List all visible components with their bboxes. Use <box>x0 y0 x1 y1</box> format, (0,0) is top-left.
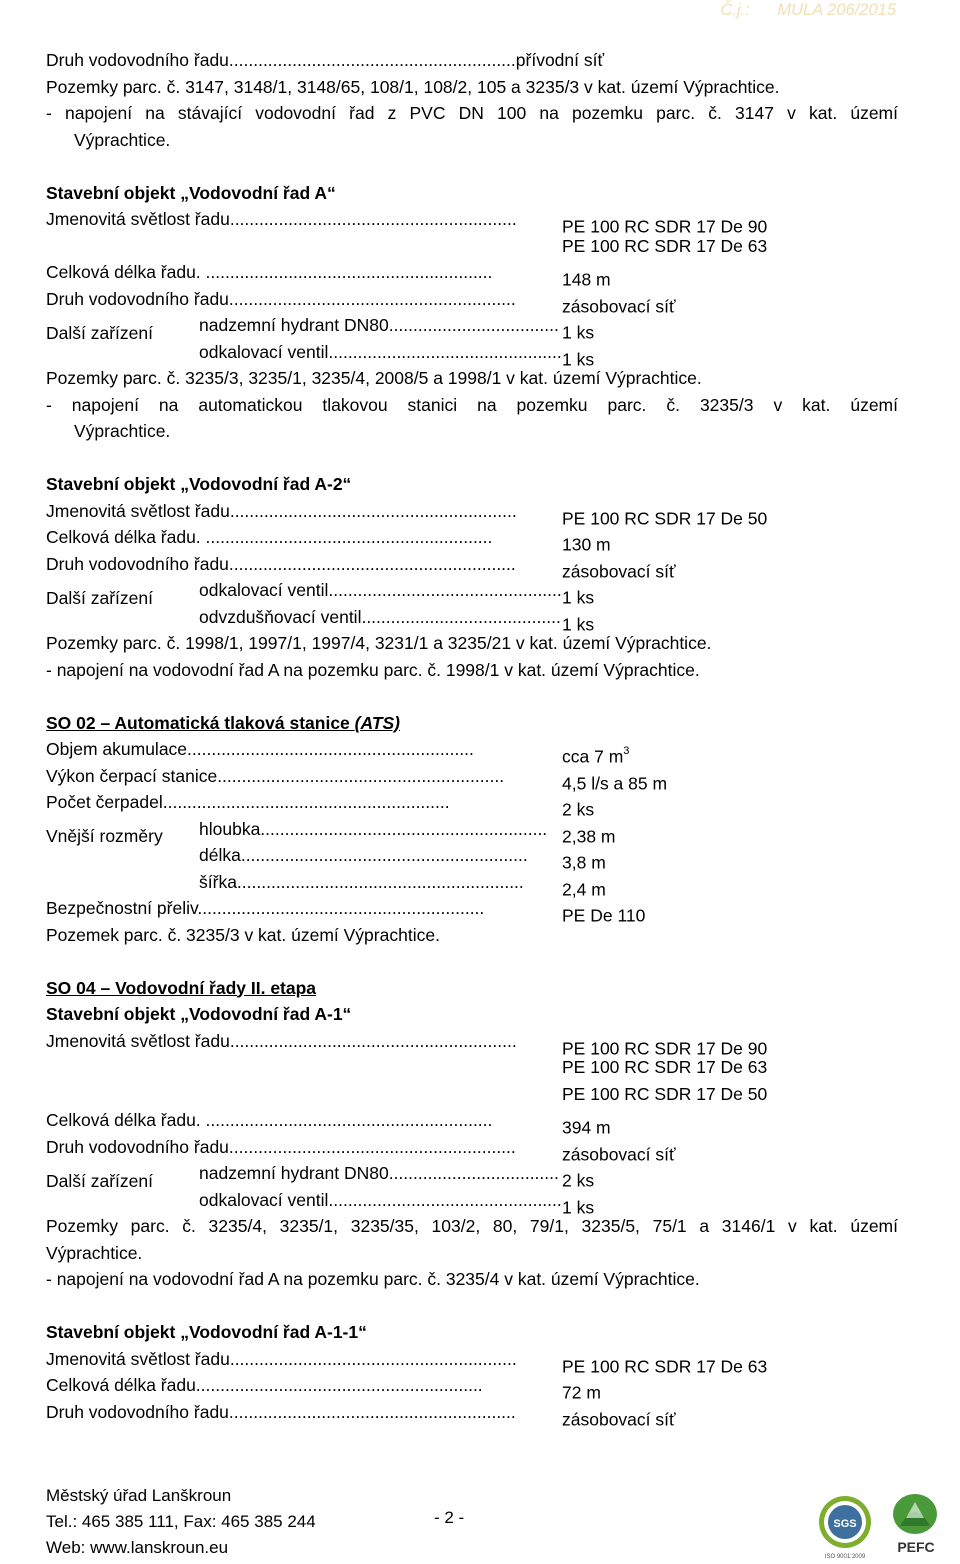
spec-row: Výkon čerpací stanice........................................................... 4,5 l/s a 85 m <box>46 765 668 793</box>
spec-row: PE 100 RC SDR 17 De 63 <box>562 235 768 256</box>
section-heading: SO 02 – Automatická tlaková stanice (ATS) <box>46 712 401 733</box>
spec-row: Druh vodovodního řadu........................................................... zásobovací síť <box>46 1401 676 1429</box>
spec-row: šířka........................................................... 2,4 m <box>199 871 606 899</box>
spec-row: Další zařízení nadzemní hydrant DN80................................... 2 ks <box>46 1163 595 1191</box>
spec-row: Celková délka řadu. ........................................................... 394 m <box>46 1110 611 1138</box>
text-line: - napojení na stávající vodovodní řad z PVC DN 100 na pozemku parc. č. 3147 v kat. území <box>46 103 898 123</box>
text-line: Výprachtice. <box>74 129 171 150</box>
text-line: - napojení na vodovodní řad A na pozemku parc. č. 3235/4 v kat. území Výprachtice. <box>46 1269 700 1289</box>
text-line: Výprachtice. <box>46 1242 143 1263</box>
document-body <box>46 47 898 1429</box>
text-line: Pozemky parc. č. 3235/4, 3235/1, 3235/35, 103/2, 80, 79/1, 3235/5, 75/1 a 3146/1 v kat. území <box>46 1216 898 1236</box>
footer-office: Městský úřad Lanškroun <box>46 1486 232 1505</box>
page-footer <box>46 1486 926 1562</box>
reference-number: Č.j.: MULA 206/2015 <box>720 1 896 19</box>
spec-row: Další zařízení nadzemní hydrant DN80................................... 1 ks <box>46 315 595 343</box>
footer-phone: Tel.: 465 385 111, Fax: 465 385 244 <box>46 1512 316 1531</box>
footer-web: Web: www.lanskroun.eu <box>46 1538 229 1557</box>
text-line: Pozemky parc. č. 3147, 3148/1, 3148/65, 108/1, 108/2, 105 a 3235/3 v kat. území Výprachtice. <box>46 76 780 97</box>
spec-row: odkalovací ventil................................................1 ks <box>199 341 595 369</box>
spec-row: Celková délka řadu. ........................................................... 148 m <box>46 262 611 290</box>
svg-text:PEFC: PEFC <box>897 1539 935 1555</box>
spec-row: Celková délka řadu........................................................... 72 m <box>46 1375 601 1403</box>
spec-row: Počet čerpadel........................................................... 2 ks <box>46 792 595 820</box>
spec-row: Vnější rozměry hloubka........................................................... 2,38 m <box>46 818 616 846</box>
text-line: Pozemky parc. č. 1998/1, 1997/1, 1997/4, 3231/1 a 3235/21 v kat. území Výprachtice. <box>46 633 712 653</box>
text-line: Druh vodovodního řadu...........................................................přívodní síť <box>46 50 605 70</box>
spec-row: Další zařízení odkalovací ventil................................................1 ks <box>46 580 595 608</box>
svg-text:SGS: SGS <box>833 1518 857 1530</box>
spec-row: PE 100 RC SDR 17 De 63 <box>562 1057 768 1077</box>
spec-row: Jmenovitá světlost řadu........................................................... PE 100 RC SDR 17 De 90 <box>46 1030 768 1058</box>
text-line: - napojení na vodovodní řad A na pozemku parc. č. 1998/1 v kat. území Výprachtice. <box>46 659 700 680</box>
spec-row: PE 100 RC SDR 17 De 50 <box>562 1083 768 1104</box>
text-line: Výprachtice. <box>74 421 171 441</box>
spec-row: Druh vodovodního řadu........................................................... zásobovací síť <box>46 288 676 316</box>
spec-row: Bezpečnostní přeliv........................................................... PE De 110 <box>46 898 646 926</box>
spec-row: Celková délka řadu. ........................................................... 130 m <box>46 527 611 555</box>
pefc-logo <box>893 1494 937 1555</box>
spec-row: odvzdušňovací ventil.........................................1 ks <box>199 606 595 634</box>
iso-sgs-logo <box>819 1496 871 1560</box>
section-heading: SO 04 – Vodovodní řady II. etapa <box>46 977 317 998</box>
spec-row: Jmenovitá světlost řadu........................................................... PE 100 RC SDR 17 De 50 <box>46 500 768 528</box>
spec-row: Jmenovitá světlost řadu........................................................... PE 100 RC SDR 17 De 63 <box>46 1348 768 1376</box>
page-number: - 2 - <box>434 1508 465 1527</box>
text-line: - napojení na automatickou tlakovou stanici na pozemku parc. č. 3235/3 v kat. území <box>46 394 898 415</box>
spec-row: Druh vodovodního řadu........................................................... zásobovací síť <box>46 553 676 581</box>
section-heading: Stavební objekt „Vodovodní řad A-1“ <box>46 1004 352 1024</box>
section-heading: Stavební objekt „Vodovodní řad A-2“ <box>46 474 352 494</box>
spec-row: odkalovací ventil................................................1 ks <box>199 1189 595 1217</box>
svg-text:ISO 9001:2009: ISO 9001:2009 <box>824 1554 866 1560</box>
spec-row: Druh vodovodního řadu........................................................... zásobovací síť <box>46 1136 676 1164</box>
spec-row: Objem akumulace........................................................... cca 7 $m^3$ <box>46 739 630 767</box>
spec-row: délka........................................................... 3,8 m <box>199 845 606 873</box>
certification-logos <box>800 1488 950 1560</box>
text-line: Pozemek parc. č. 3235/3 v kat. území Výprachtice. <box>46 924 440 945</box>
section-heading: Stavební objekt „Vodovodní řad A“ <box>46 182 336 203</box>
spec-row: Jmenovitá světlost řadu........................................................... PE 100 RC SDR 17 De 90 <box>46 209 768 237</box>
text-line: Pozemky parc. č. 3235/3, 3235/1, 3235/4, 2008/5 a 1998/1 v kat. území Výprachtice. <box>46 368 702 388</box>
section-heading: Stavební objekt „Vodovodní řad A-1-1“ <box>46 1322 367 1342</box>
